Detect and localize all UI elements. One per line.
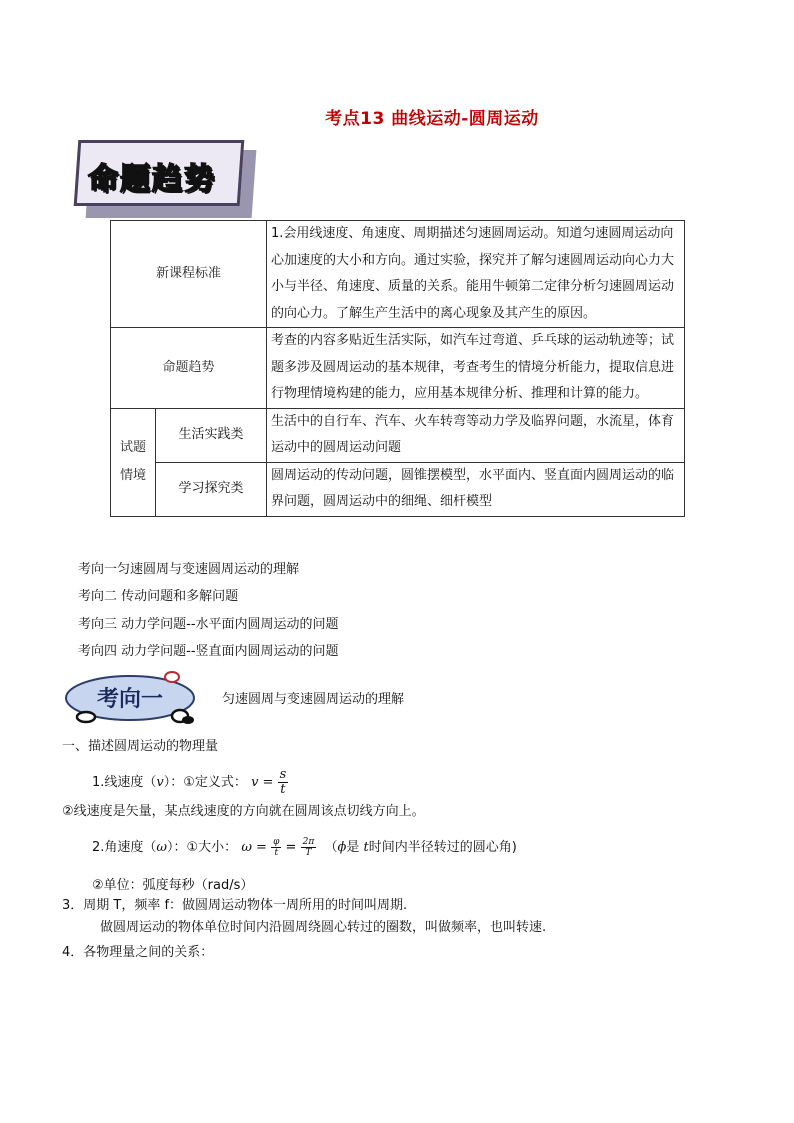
scenario-label-line2: 情境	[119, 468, 146, 483]
heading-quantities: 一、描述圆周运动的物理量	[62, 739, 219, 754]
topic-list	[78, 556, 339, 665]
row-label-standard: 新课程标准	[111, 221, 267, 328]
table-row	[111, 462, 685, 516]
table-row	[111, 408, 685, 462]
linear-velocity-direction: ②线速度是矢量，某点线速度的方向就在圆周该点切线方向上。	[62, 804, 425, 819]
list-item: 考向二 传动问题和多解问题	[78, 589, 239, 605]
table-row	[111, 221, 685, 328]
row-text-trend: 考查的内容多贴近生活实际，如汽车过弯道、乒乓球的运动轨迹等；试题多涉及圆周运动的基本规律，考查考生的情境分析能力，提取信息进行物理情境构建的能力，应用基本规律分析、推理和计算的能力。	[267, 328, 685, 409]
page-title: 考点13 曲线运动-圆周运动	[325, 109, 539, 129]
formula-omega-fraction-1: $\frac{\varphi}{t}$	[273, 837, 280, 858]
angular-velocity-line: 2.角速度（ω）：①大小： ω = $\frac{\varphi}{t}$ = $\frac{2\pi}{T}$ （ϕ是 t时间内半径转过的圆心角)	[92, 837, 517, 858]
badge-red-ring-icon	[165, 672, 179, 682]
badge-dot-icon-3	[182, 716, 194, 724]
angular-velocity-unit: ②单位：弧度每秒（rad/s）	[92, 878, 254, 893]
table-row	[111, 328, 685, 409]
sub-text-study: 圆周运动的传动问题，圆锥摆模型，水平面内、竖直面内圆周运动的临界问题，圆周运动中的细绳、细杆模型	[267, 462, 685, 516]
section-title: 匀速圆周与变速圆周运动的理解	[222, 692, 405, 707]
badge-dot-icon	[77, 712, 95, 722]
section-badge	[62, 668, 212, 730]
frequency-definition: 做圆周运动的物体单位时间内沿圆周绕圆心转过的圈数，叫做频率，也叫转速.	[100, 920, 547, 935]
row-text-standard: 1.会用线速度、角速度、周期描述匀速圆周运动。知道匀速圆周运动向心加速度的大小和方向。通过实验，探究并了解匀速圆周运动向心力大小与半径、角速度、质量的关系。能用牛顿第二定律分析匀速圆周运动的向心力。了解生产生活中的离心现象及其产生的原因。	[267, 221, 685, 328]
list-item: 考向四 动力学问题--竖直面内圆周运动的问题	[78, 643, 339, 659]
formula-omega-fraction-2: $\frac{2\pi}{T}$	[302, 837, 315, 858]
trend-table	[110, 220, 685, 517]
trend-banner	[74, 140, 254, 220]
sub-text-life: 生活中的自行车、汽车、火车转弯等动力学及临界问题，水流星，体育运动中的圆周运动问题	[267, 408, 685, 462]
list-item: 考向三 动力学问题--水平面内圆周运动的问题	[78, 616, 339, 632]
row-label-trend: 命题趋势	[111, 328, 267, 409]
list-item: 考向一匀速圆周与变速圆周运动的理解	[78, 562, 300, 577]
linear-velocity-line: 1.线速度（v）：①定义式： v = $\frac{s}{t}$	[92, 767, 287, 797]
period-frequency-line: 3．周期 T，频率 f：做圆周运动物体一周所用的时间叫周期.	[62, 898, 408, 913]
scenario-label-line1: 试题	[119, 440, 146, 455]
sub-label-study: 学习探究类	[156, 462, 267, 516]
row-label-scenario	[111, 408, 156, 516]
formula-v-fraction: $\frac{s}{t}$	[279, 767, 287, 797]
relations-heading: 4．各物理量之间的关系：	[62, 945, 214, 960]
sub-label-life: 生活实践类	[156, 408, 267, 462]
badge-text: 考向一	[96, 686, 164, 712]
banner-text: 命题趋势	[88, 162, 216, 197]
